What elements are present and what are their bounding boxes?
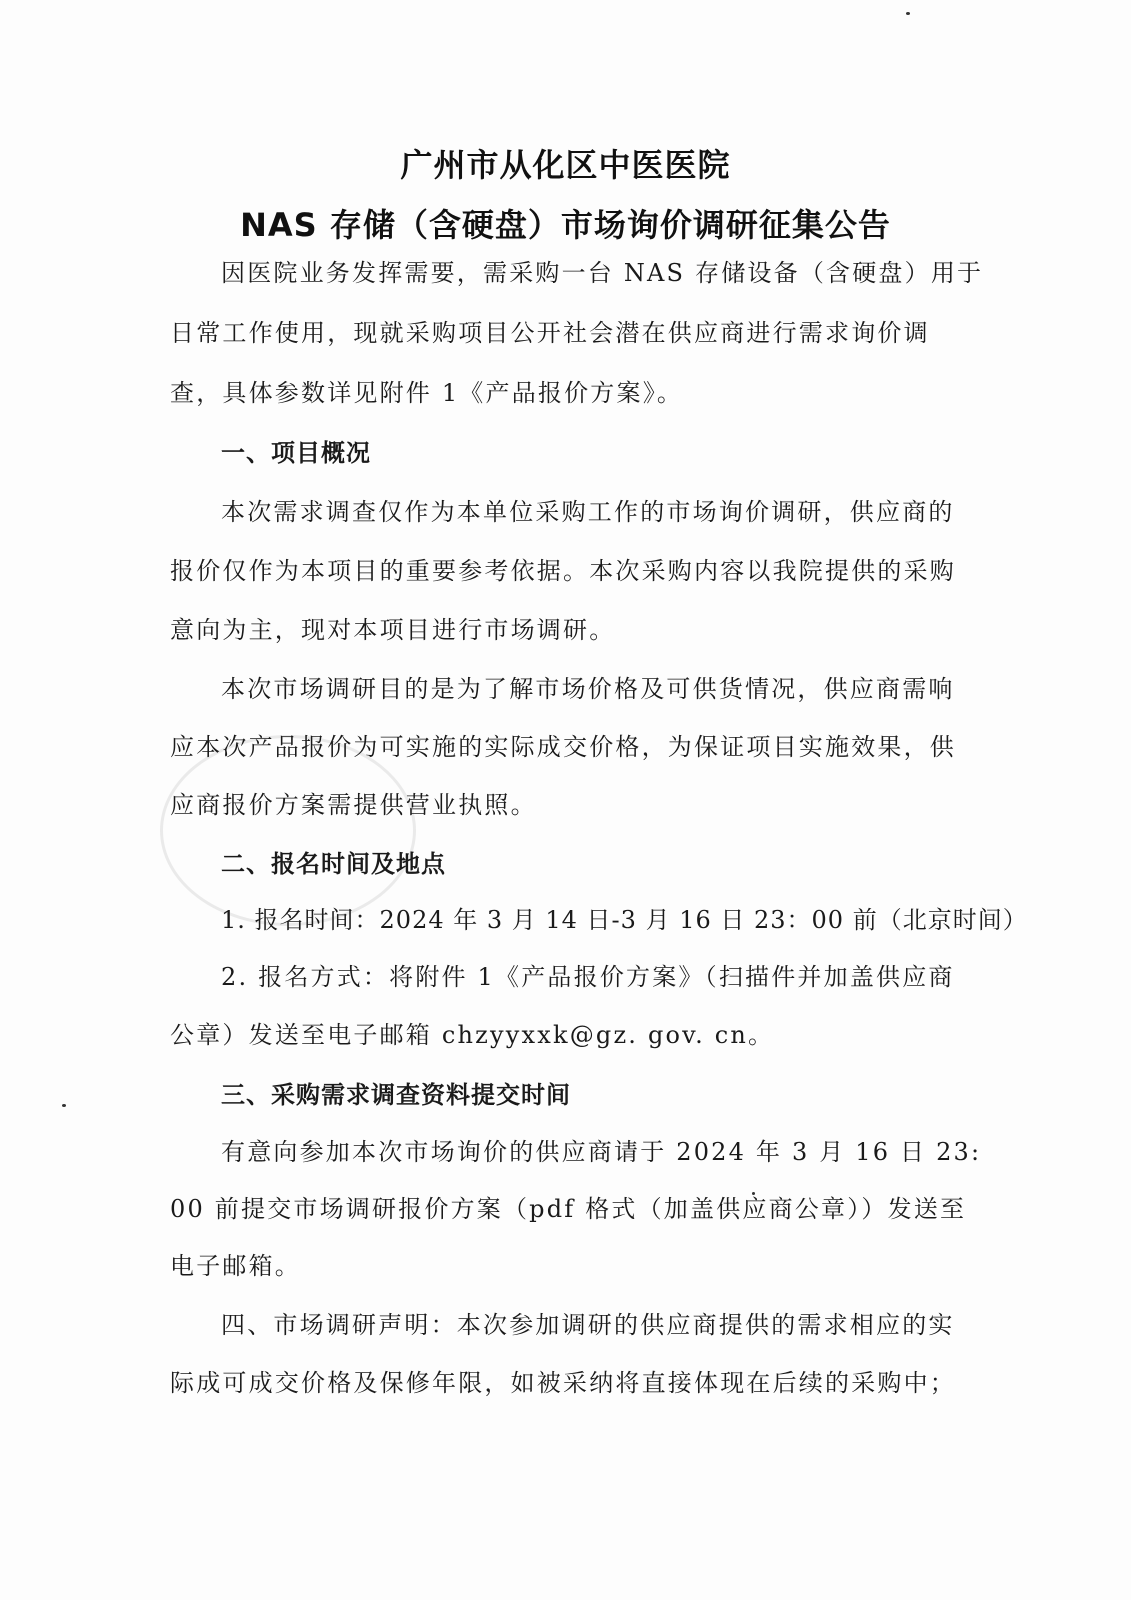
document-title-line1: 广州市从化区中医医院 [400,146,731,184]
paragraph-line: 00 前提交市场调研报价方案（pdf 格式（加盖供应商公章））发送至 [170,1195,967,1223]
paragraph-line: 际成可成交价格及保修年限，如被采纳将直接体现在后续的采购中； [170,1369,956,1397]
section-heading: 一、项目概况 [221,439,371,467]
faint-stamp [160,735,416,926]
intro-line: 因医院业务发挥需要，需采购一台 NAS 存储设备（含硬盘）用于 [221,259,984,287]
paragraph-line: 有意向参加本次市场询价的供应商请于 2024 年 3 月 16 日 23: [221,1138,982,1166]
section-heading: 二、报名时间及地点 [221,850,446,878]
paragraph-line: 应商报价方案需提供营业执照。 [170,791,537,819]
email-line: 公章）发送至电子邮箱 chzyyxxk@gz. gov. cn。 [170,1021,775,1049]
intro-line: 查，具体参数详见附件 1《产品报价方案》。 [170,379,684,407]
section-heading: 三、采购需求调查资料提交时间 [221,1081,571,1109]
document-title-line2: NAS 存储（含硬盘）市场询价调研征集公告 [240,206,891,244]
paragraph-line: 报价仅作为本项目的重要参考依据。本次采购内容以我院提供的采购 [170,557,956,585]
paragraph-line: 意向为主，现对本项目进行市场调研。 [170,616,616,644]
paragraph-line: 应本次产品报价为可实施的实际成交价格，为保证项目实施效果，供 [170,733,956,761]
paragraph-line: 电子邮箱。 [170,1252,301,1280]
paragraph-line: 本次市场调研目的是为了解市场价格及可供货情况，供应商需响 [221,675,955,703]
list-item: 1. 报名时间：2024 年 3 月 14 日-3 月 16 日 23：00 前（北京时间） [221,906,1028,934]
list-item: 2. 报名方式：将附件 1《产品报价方案》（扫描件并加盖供应商 [221,963,955,991]
speck [906,12,910,15]
paragraph-line: 本次需求调查仅作为本单位采购工作的市场询价调研，供应商的 [221,498,955,526]
speck [62,1104,66,1107]
intro-line: 日常工作使用，现就采购项目公开社会潜在供应商进行需求询价调 [170,319,930,347]
paragraph-line: 四、市场调研声明：本次参加调研的供应商提供的需求相应的实 [221,1311,955,1339]
